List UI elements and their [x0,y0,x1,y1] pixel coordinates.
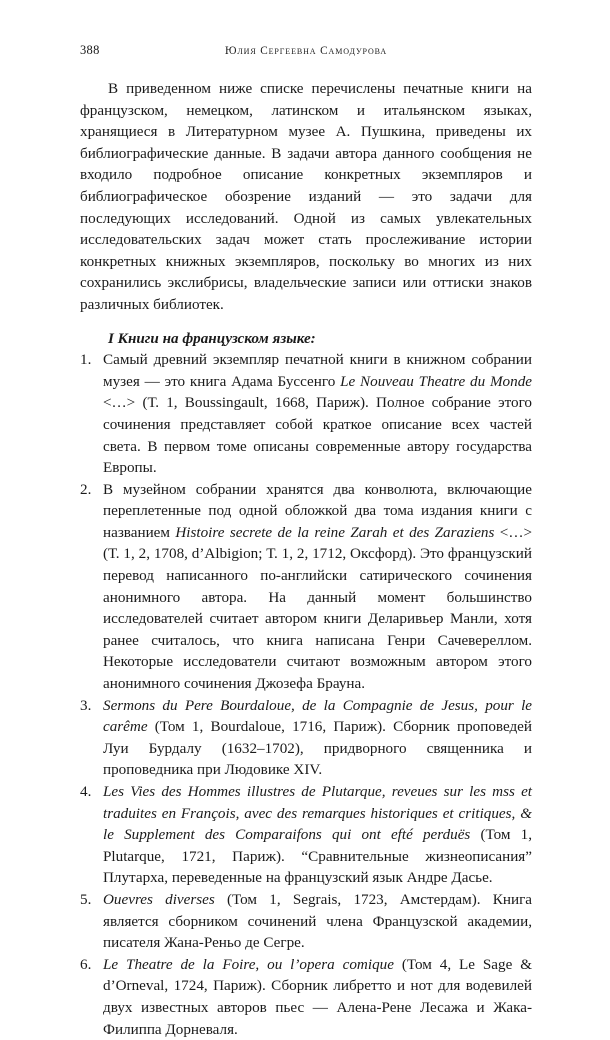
item-text: <…> (Т. 1, 2, 1708, d’Albigion; Т. 1, 2, 1712, Оксфорд). Это французский перевод написанного по-английски сатирического сочинения анонимного автора. На данный момент большинство исследователей считает автором книги Деларивьер Манли, хотя ранее считалось, что книга написана Генри Сачевереллом. Некоторые исследователи считают возможным автором этого анонимного сочинения Джозефа Брауна. [103,523,533,693]
section-heading: I Книги на французском языке: [108,329,316,347]
book-list-item [80,695,532,781]
item-text: (Том 1, Plutarque, 1721, Париж). “Сравнительные жизнеописания” Плутарха, переведенные на французский язык Андре Дасье. [103,826,532,887]
book-list [80,349,532,1040]
item-number: 6. [80,955,92,973]
item-number: 2. [80,480,92,498]
book-list-item [80,889,532,954]
page-number: 388 [80,43,100,57]
item-number: 3. [80,696,92,714]
intro-paragraph: В приведенном ниже списке перечислены печатные книги на французском, немецком, латинском и итальянском языках, хранящиеся в Литературном музее А. Пушкина, приведены их библиографические данные. В задачи автора данного сообщения не входило подробное описание конкретных экземпляров и библиографическое обозрение изданий — это задачи для последующих исследований. Одной из самых увлекательных исследовательских задач может стать прослеживание истории конкретных книжных экземпляров, поскольку во многих из них сохранились экслибрисы, владельческие записи или оттиски знаков различных библиотек. [80,80,532,313]
page [80,42,532,1040]
book-title: Histoire secrete de la reine Zarah et des Zaraziens [175,523,495,541]
item-number: 5. [80,890,92,908]
book-title: Le Theatre de la Foire, ou l’opera comique [103,955,394,973]
book-title: Le Nouveau Theatre du Monde [340,372,532,390]
item-number: 1. [80,351,92,369]
item-text: В музейном собрании хранятся два конволюта, включающие переплетенные под одной обложкой два тома издания книги с названием [103,480,532,541]
book-title: Ouevres diverses [103,890,215,908]
book-list-item [80,349,532,479]
item-text: Самый древний экземпляр печатной книги в книжном собрании музея — это книга Адама Буссенго [103,351,532,390]
running-header [80,42,532,59]
book-title: Les Vies des Hommes illustres de Plutarque, reveues sur les mss et traduites en François, avec des remarques historiques et critiques, & le Supplement des Comparaifons qui ont efté perduës [103,783,532,844]
book-list-item [80,781,532,889]
item-number: 4. [80,783,92,800]
body-text [80,78,532,1040]
book-title: Sermons du Pere Bourdaloue, de la Compagnie de Jesus, pour le carême [103,696,532,736]
book-list-item [80,479,532,695]
item-text: (Том 1, Segrais, 1723, Амстердам). Книга является сборником сочинений члена Французской академии, писателя Жана-Реньо де Сегре. [103,890,532,952]
header-author: Юлия Сергеевна Самодурова [224,45,388,57]
item-text: (Том 1, Bourdaloue, 1716, Париж). Сборник проповедей Луи Бурдалу (1632–1702), придворного священника и проповедника при Людовике XIV. [103,718,532,779]
book-list-item [80,954,532,1040]
item-text: <…> (Т. 1, Boussingault, 1668, Париж). Полное собрание этого сочинения представляет собой краткое описание всех частей света. В первом томе описаны современные автору государства Европы. [103,394,532,477]
item-text: (Том 4, Le Sage & d’Orneval, 1724, Париж). Сборник либретто и нот для водевилей двух известных авторов пьес — Алена-Рене Лесажа и Жака-Филиппа Дорневаля. [103,955,532,1038]
